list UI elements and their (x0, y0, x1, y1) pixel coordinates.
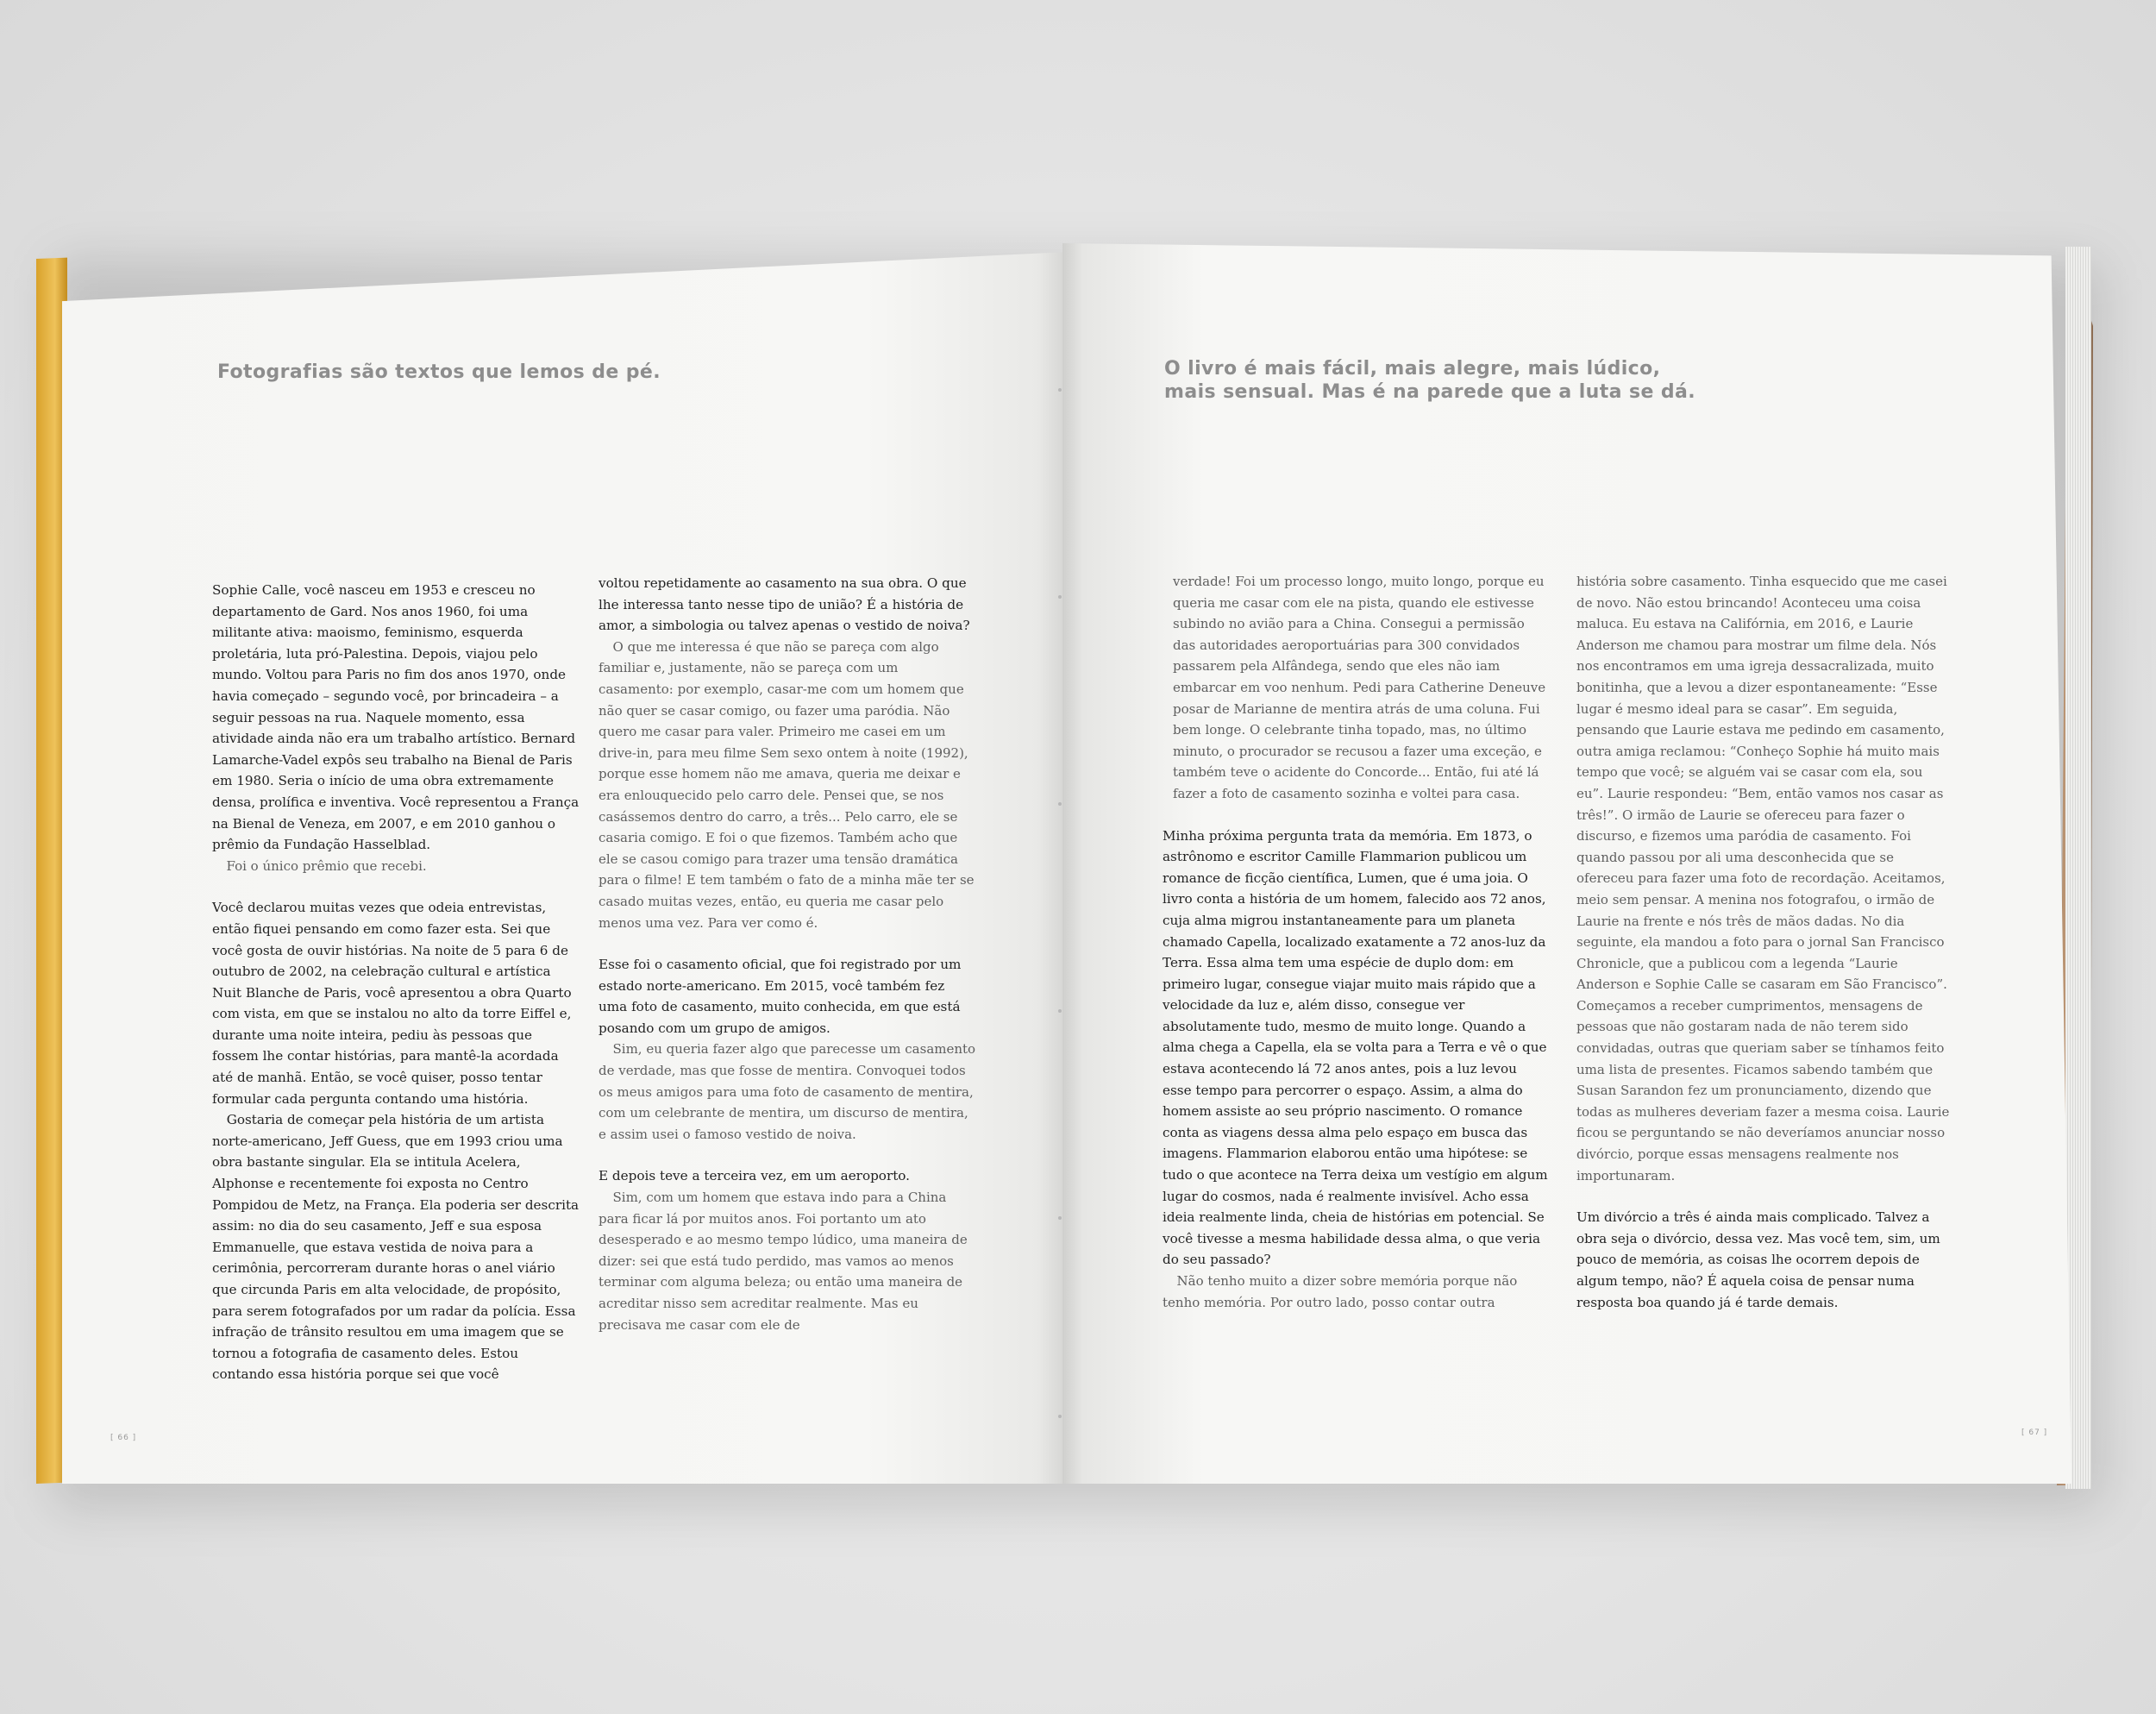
right-heading-line-2: mais sensual. Mas é na parede que a luta se dá. (1164, 381, 1695, 403)
question: Você declarou muitas vezes que odeia entrevistas, então fiquei pensando em como fazer esta. Sei que você gosta de ouvir histórias. Na noite de 5 para 6 de outubro de 2002, na celebração cultural e artística Nuit Blanche de Paris, você apresentou a obra Quarto com vista, em que se instalou no alto da torre Eiffel e, durante uma noite inteira, pediu às pessoas que fossem lhe contar histórias, para mantê-la acordada até de manhã. Então, se você quiser, posso tentar formular cada pergunta contando uma história. (212, 900, 572, 1107)
right-page-column-2 (1576, 571, 1952, 1313)
gutter-staple (1058, 388, 1062, 392)
page-stack-edge (2065, 247, 2091, 1489)
page-number-right: [ 67 ] (2021, 1428, 2048, 1437)
question: Gostaria de começar pela história de um artista norte-americano, Jeff Guess, que em 1993 criou uma obra bastante singular. Ela se intitula Acelera, Alphonse e recentemente foi exposta no Centro Pompidou de Metz, na França. Ela poderia ser descrita assim: no dia do seu casamento, Jeff e sua esposa Emmanuelle, que estava vestida de noiva para a cerimônia, percorreram durante horas o anel viário que circunda Paris em alta velocidade, de propósito, para serem fotografados por um radar da polícia. Essa infração de trânsito resultou em uma imagem que se tornou a fotografia de casamento deles. Estou contando essa história porque sei que você (212, 1112, 580, 1383)
gutter-staple (1058, 595, 1062, 599)
question: E depois teve a terceira vez, em um aeroporto. (599, 1168, 911, 1184)
gutter-staple (1058, 802, 1062, 806)
left-page-column-1 (212, 580, 581, 1385)
answer: Foi o único prêmio que recebi. (226, 857, 427, 874)
page-number-left: [ 66 ] (110, 1434, 137, 1442)
gutter-staple (1058, 1216, 1062, 1220)
question: Esse foi o casamento oficial, que foi registrado por um estado norte-americano. Em 2015, você também fez uma foto de casamento, muito conhecida, em que está posando com um grupo de amigos. (599, 957, 962, 1036)
right-page-heading (1164, 357, 1695, 404)
question: voltou repetidamente ao casamento na sua obra. O que lhe interessa tanto nesse tipo de união? É a história de amor, a simbologia ou talvez apenas o vestido de noiva? (599, 575, 970, 634)
gutter-staple (1058, 1009, 1062, 1013)
answer: Sim, com um homem que estava indo para a China para ficar lá por muitos anos. Foi portanto um ato desesperado e ao mesmo tempo lúdico, uma maneira de dizer: sei que está tudo perdido, mas vamos ao menos terminar com alguma beleza; ou então uma maneira de acreditar nisso sem acreditar realmente. Mas eu precisava me casar com ele de (599, 1190, 968, 1333)
intro-question: Sophie Calle, você nasceu em 1953 e cresceu no departamento de Gard. Nos anos 1960, foi uma militante ativa: maoismo, feminismo, esquerda proletária, luta pró-Palestina. Depois, viajou pelo mundo. Voltou para Paris no fim dos anos 1970, onde havia começado – segundo você, por brincadeira – a seguir pessoas na rua. Naquele momento, essa atividade ainda não era um trabalho artístico. Bernard Lamarche-Vadel expôs seu trabalho na Bienal de Paris em 1980. Seria o início de uma obra extremamente densa, prolífica e inventiva. Você representou a França na Bienal de Veneza, em 2007, e em 2010 ganhou o prêmio da Fundação Hasselblad. (212, 582, 580, 853)
answer: O que me interessa é que não se pareça com algo familiar e, justamente, não se pareça com um casamento: por exemplo, casar-me com um homem que não quer se casar comigo, ou fazer uma paródia. Não quero me casar para valer. Primeiro me casei em um drive-in, para meu filme Sem sexo ontem à noite (1992), porque esse homem não me amava, queria me deixar e era enlouquecido pelo carro dele. Pensei que, se nos casássemos dentro do carro, a três... Pelo carro, ele se casaria comigo. E foi o que fizemos. Também acho que ele se casou comigo para trazer uma tensão dramática para o filme! E tem também o fato de a minha mãe ter se casado muitas vezes, então, eu queria me casar pelo menos uma vez. Para ver como é. (599, 638, 975, 931)
answer: verdade! Foi um processo longo, muito longo, porque eu queria me casar com ele na pista, quando ele estivesse subindo no avião para a China. Consegui a permissão das autoridades aeroportuárias para 300 convidados passarem pela Alfândega, sendo que eles não iam embarcar em voo nenhum. Pedi para Catherine Deneuve posar de Marianne de mentira atrás de uma coluna. Fui bem longe. O celebrante tinha topado, mas, no último minuto, o procurador se recusou a fazer uma exceção, e também teve o acidente do Concorde... Então, fui até lá fazer a foto de casamento sozinha e voltei para casa. (1173, 574, 1546, 801)
left-page-column-2 (599, 573, 976, 1335)
question: Minha próxima pergunta trata da memória. Em 1873, o astrônomo e escritor Camille Flammarion publicou um romance de ficção científica, Lumen, que é uma joia. O livro conta a história de um homem, falecido aos 72 anos, cuja alma migrou instantaneamente para um planeta chamado Capella, localizado exatamente a 72 anos-luz da Terra. Essa alma tem uma espécie de duplo dom: em primeiro lugar, consegue viajar muito mais rápido que a velocidade da luz e, além disso, consegue ver absolutamente tudo, mesmo de muito longe. Quando a alma chega a Capella, ela se volta para a Terra e vê o que estava acontecendo lá 72 anos antes, pois a luz levou esse tempo para percorrer o espaço. Assim, a alma do homem assiste ao seu próprio nascimento. O romance conta as viagens dessa alma pelo espaço em busca das imagens. Flammarion elaborou então uma hipótese: se tudo o que acontece na Terra deixa um vestígio em algum lugar do cosmos, nada é realmente invisível. Acho essa ideia realmente linda, cheia de histórias em potencial. Se você tivesse a mesma habilidade dessa alma, o que veria do seu passado? (1163, 827, 1548, 1268)
right-heading-line-1: O livro é mais fácil, mais alegre, mais lúdico, (1164, 358, 1661, 380)
right-page-column-1 (1163, 571, 1549, 1313)
answer: Não tenho muito a dizer sobre memória porque não tenho memória. Por outro lado, posso contar outra (1163, 1273, 1518, 1310)
answer: história sobre casamento. Tinha esquecido que me casei de novo. Não estou brincando! Aconteceu uma coisa maluca. Eu estava na Califórnia, em 2016, e Laurie Anderson me chamou para mostrar um filme dela. Nós nos encontramos em uma igreja dessacralizada, muito bonitinha, que a levou a dizer espontaneamente: “Esse lugar é mesmo ideal para se casar”. Em seguida, pensando que Laurie estava me pedindo em casamento, outra amiga reclamou: “Conheço Sophie há muito mais tempo que você; se alguém vai se casar com ela, sou eu”. Laurie respondeu: “Bem, então vamos nos casar as três!”. O irmão de Laurie se ofereceu para fazer o discurso, e fizemos uma paródia de casamento. Foi quando passou por ali uma desconhecida que se ofereceu para fazer uma foto de recordação. Aceitamos, meio sem pensar. A menina nos fotografou, o irmão de Laurie na frente e nós três de mãos dadas. No dia seguinte, ela mandou a foto para o jornal San Francisco Chronicle, que a publicou com a legenda “Laurie Anderson e Sophie Calle se casaram em São Francisco”. Começamos a receber cumprimentos, mensagens de pessoas que não gostaram nada de não terem sido convidadas, outras que queriam saber se tínhamos feito uma lista de presentes. Ficamos sabendo também que Susan Sarandon fez um pronunciamento, dizendo que todas as mulheres deveriam fazer a mesma coisa. Laurie ficou se perguntando se não deveríamos anunciar nosso divórcio, porque essas mensagens realmente nos importunaram. (1576, 574, 1950, 1183)
left-page-heading: Fotografias são textos que lemos de pé. (217, 361, 661, 383)
question: Um divórcio a três é ainda mais complicado. Talvez a obra seja o divórcio, dessa vez. Mas você tem, sim, um pouco de memória, as coisas lhe ocorrem depois de algum tempo, não? É aquela coisa de pensar numa resposta boa quando já é tarde demais. (1576, 1209, 1940, 1310)
gutter-staple (1058, 1415, 1062, 1418)
answer: Sim, eu queria fazer algo que parecesse um casamento de verdade, mas que fosse de mentira. Convoquei todos os meus amigos para uma foto de casamento de mentira, com um celebrante de mentira, um discurso de mentira, e assim usei o famoso vestido de noiva. (599, 1041, 976, 1142)
